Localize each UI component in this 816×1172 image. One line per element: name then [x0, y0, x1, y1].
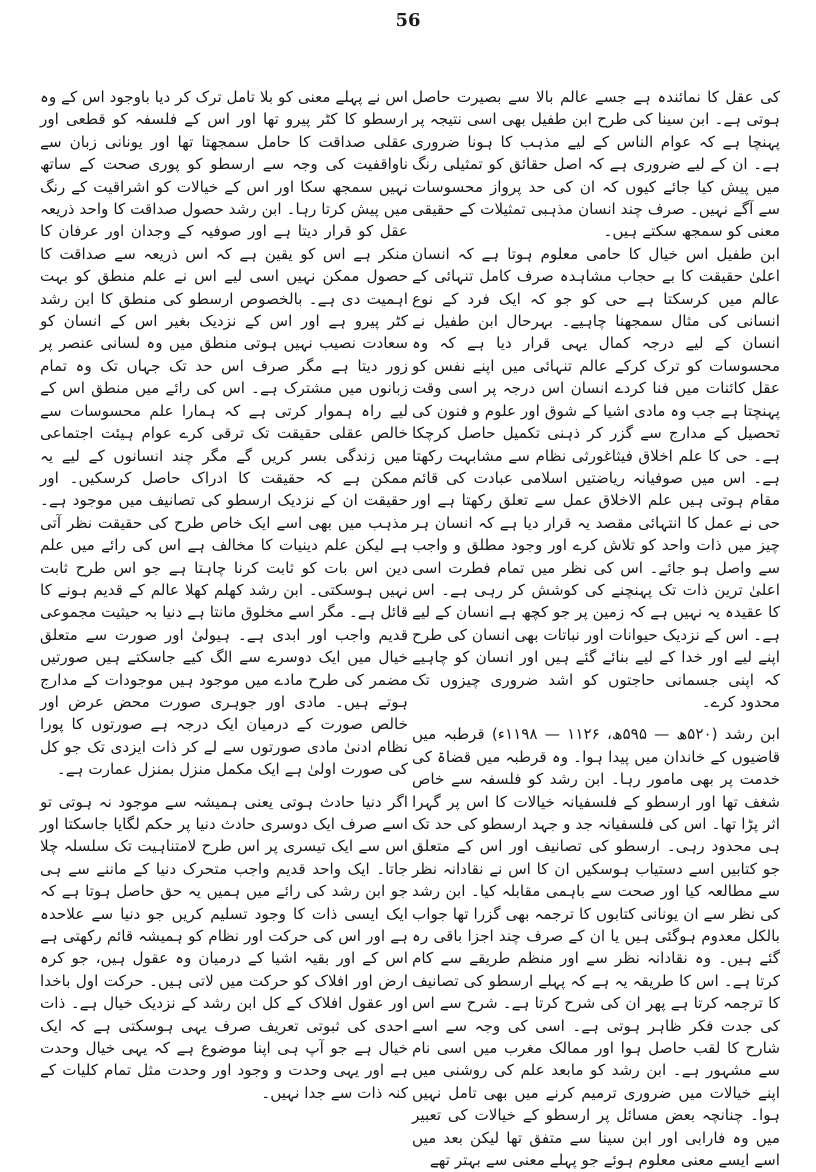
right-paragraph-1: کی عقل کا نمائندہ ہے جسے عالم بالا سے بصیرت حاصل ہوتی ہے۔ ابن سینا کی طرح ابن طفیل بھی اسی نتیجہ پر پہنچا ہے کہ عوام الناس کے لیے مذہب کا ہونا ضروری ہے۔ ان کے لیے ضروری ہے کہ اصل حقائق کو تمثیلی رنگ میں پیش کیا جائے کیوں کہ ان کی حد پرواز محسوسات سے آگے نہیں۔ صرف چند انسان مذہبی تمثیلات کے حقیقی معنی کو سمجھ سکتے ہیں۔ — [412, 88, 780, 241]
left-column — [40, 86, 408, 1104]
right-paragraph-3: ابن رشد (۵۲۰ھ — ۵۹۵ھ، ۱۱۲۶ — ۱۱۹۸ء) قرطبہ میں قاضیوں کے خاندان میں پیدا ہوا۔ وہ قرطبہ میں قضاۃ کی خدمت پر بھی مامور رہا۔ ابن رشد کو فلسفہ سے خاص شغف تھا اور ارسطو کے فلسفیانہ خیالات کا اس پر گہرا اثر پڑا تھا۔ اس کی فلسفیانہ جد و جہد ارسطو کی حد تک ہی محدود رہی۔ ارسطو کی تصانیف اور اس کے متعلق جو کتابیں اسے دستیاب ہوسکیں ان کا اس نے نقادانہ نظر سے مطالعہ کیا اور صحت سے باہمی مقابلہ کیا۔ ابن رشد کی نظر سے ان یونانی کتابوں کا ترجمہ بھی گزرا تھا جواب بالکل معدوم ہوگئی ہیں یا ان کے صرف چند اجزا باقی رہ گئے ہیں۔ وہ نقادانہ نظر سے اور منظم طریقے سے کام کرتا ہے۔ اس کا طریقہ یہ ہے کہ پہلے ارسطو کی تصانیف کا ترجمہ کرتا ہے پھر ان کی شرح کرتا ہے۔ شرح سے اس کی جدت فکر ظاہر ہوتی ہے۔ اسی کی وجہ سے اسے شارح کا لقب حاصل ہوا اور ممالک مغرب میں اسی نام سے مشہور ہے۔ ابن رشد کو مابعد علم کی روشنی میں اپنے خیالات میں ضروری ترمیم کرنے میں بھی تامل نہیں ہوا۔ چنانچہ بعض مسائل پر ارسطو کے خیالات کی تعبیر میں وہ فارابی اور ابن سینا سے متفق تھا لیکن بعد میں اسے ایسے معنی معلوم ہوئے جو پہلے معنی سے بہتر تھے — [412, 725, 781, 1170]
right-paragraph-2: ابن طفیل اس خیال کا حامی معلوم ہوتا ہے کہ انسان اعلیٰ حقیقت کا بے حجاب مشاہدہ صرف کامل تنہائی کے عالم میں کرسکتا ہے حی کو جو کہ ایک فرد کے نوع انسانی کی مثال سمجھنا چاہیے۔ بہرحال ابن طفیل نے انسان کے لیے درجہ کمال یہی قرار دیا ہے کہ وہ محسوسات کو ترک کرکے عالم تنہائی میں اپنے نفس کو عقل کائنات میں فنا کردے انسان اس درجہ پر اسی وقت پہنچتا ہے جب وہ مادی اشیا کے شوق اور علوم و فنون کی تحصیل کے مدارج سے گزر کر ذہنی تکمیل حاصل کرچکا ہے۔ حی کا علم اخلاق فیثاغورثی نظام سے مشابہت رکھتا ہے۔ اس میں صوفیانہ ریاضتیں اسلامی عبادت کی قائم مقام ہوتی ہیں علم الاخلاق عمل سے تعلق رکھتا ہے اور حی نے عمل کا انتہائی مقصد یہ قرار دیا ہے کہ انسان ہر چیز میں ذات واحد کو تلاش کرے اور وجود مطلق و واجب سے واصل ہو جائے۔ اس کی نظر میں تمام فطرت اسی اعلیٰ ترین ذات تک پہنچنے کی کوشش کر رہی ہے۔ اس کا عقیدہ یہ نہیں ہے کہ زمین پر جو کچھ ہے انسان کے لیے ہے۔ اس کے نزدیک حیوانات اور نباتات بھی انسان کی طرح اپنے لیے اور خدا کے لیے بنائے گئے ہیں اور انسان کو چاہیے کہ اپنی جسمانی حاجتوں کو اشد ضروری چیزوں تک محدود کرے۔ — [412, 244, 780, 711]
left-paragraph-2: اگر دنیا حادث ہوتی یعنی ہمیشہ سے موجود نہ ہوتی تو اسے صرف ایک دوسری حادث دنیا پر حکم لگایا جاسکتا اور اس سے ایک تیسری پر اس طرح لامتناہیت تک سلسلہ چلا جاتا۔ ایک واحد قدیم واجب متحرک دنیا کے ماننے سے ہی جو ابن رشد کی رائے میں ہمیں یہ حق حاصل ہوتا ہے کہ ایک ایسی ذات کا وجود تسلیم کریں جو دنیا سے علاحدہ ہے اور اس کی حرکت اور نظام کو ہمیشہ قائم رکھتی ہے اس کے اور بقیہ اشیا کے درمیان وہ عقول ہیں، جو کرہ ارض اور افلاک کو حرکت میں لاتی ہیں۔ حرکت اول باخدا اور عقول افلاک کے کل ابن رشد کے نزدیک خیال ہے۔ ذات احدی کی ثبوتی تعریف صرف یہی ہوسکتی ہے کہ ایک خیال ہے جو آپ ہی اپنا موضوع ہے کہ یہی خیال وحدت ہے اور یہی وحدت و وجود اور وحدت مثل تمام کلیات کے کنہ ذات سے جدا نہیں۔ — [40, 792, 408, 1102]
page-number: 56 — [395, 10, 421, 31]
right-column — [412, 86, 780, 1172]
left-paragraph-1: اس نے پہلے معنی کو بلا تامل ترک کر دیا باوجود اس کے وہ ارسطو کا کٹر پیرو تھا اور اس کے فلسفہ کو قطعی اور عقلی صداقت کا حامل سمجھتا تھا اور یونانی زبان سے ناواقفیت کی وجہ سے ارسطو کو پوری صحت کے ساتھ نہیں سمجھ سکا اور اس کے خیالات کو اشراقیت کے رنگ میں پیش کرتا رہا۔ ابن رشد حصول صداقت کا واحد ذریعہ عقل کو قرار دیتا ہے اور صوفیہ کے وجدان اور عرفان کا منکر ہے اس کو یقین ہے کہ اس ذریعہ سے صداقت کا حصول ممکن نہیں اسی لیے اس نے علم منطق کو بہت اہمیت دی ہے۔ بالخصوص ارسطو کی منطق کا ابن رشد کٹر پیرو ہے اور اس کے نزدیک بغیر اس کے انسان کو سعادت نصیب نہیں ہوتی منطق میں وہ لسانی عنصر پر زور دیتا ہے مگر صرف اس حد تک جہاں تک وہ تمام زبانوں میں مشترک ہے۔ اس کی رائے میں منطق اس کے لیے راہ ہموار کرتی ہے کہ ہمارا علم محسوسات سے خالص عقلی حقیقت تک ترقی کرے عوام ہیئت اجتماعی میں زندگی بسر کریں گے مگر چند انسانوں کے لیے یہ ممکن ہے کہ حقیقت کا ادراک حاصل کرسکیں۔ اور حقیقت ان کے نزدیک ارسطو کی تصانیف میں موجود ہے۔ مذہب میں بھی اسے ایک خاص طرح کی حقیقت نظر آتی ہے لیکن علم دینیات کا مخالف ہے اس کی رائے میں علم دین اس بات کو ثابت کرنا چاہتا ہے جو اس طرح ثابت نہیں ہوسکتی۔ ابن رشد کھلم کھلا عالم کے قدیم ہونے کا قائل ہے۔ مگر اسے مخلوق مانتا ہے دنیا بہ حیثیت مجموعی قدیم واجب اور ابدی ہے۔ ہیولیٰ اور صورت سے متعلق خیال میں ایک دوسرے سے الگ کیے جاسکتے ہیں صورتیں مضمر کی طرح مادے میں موجود ہیں موجودات کے مدارج ہوتے ہیں۔ مادی اور جوہری صورت محض عرض اور خالص صورت کے درمیان ایک درجہ ہے صورتوں کا پورا نظام ادنیٰ مادی صورتوں سے لے کر ذات ایزدی تک جو کل کی صورت اولیٰ ہے ایک مکمل منزل بمنزل عمارت ہے۔ — [40, 88, 408, 779]
